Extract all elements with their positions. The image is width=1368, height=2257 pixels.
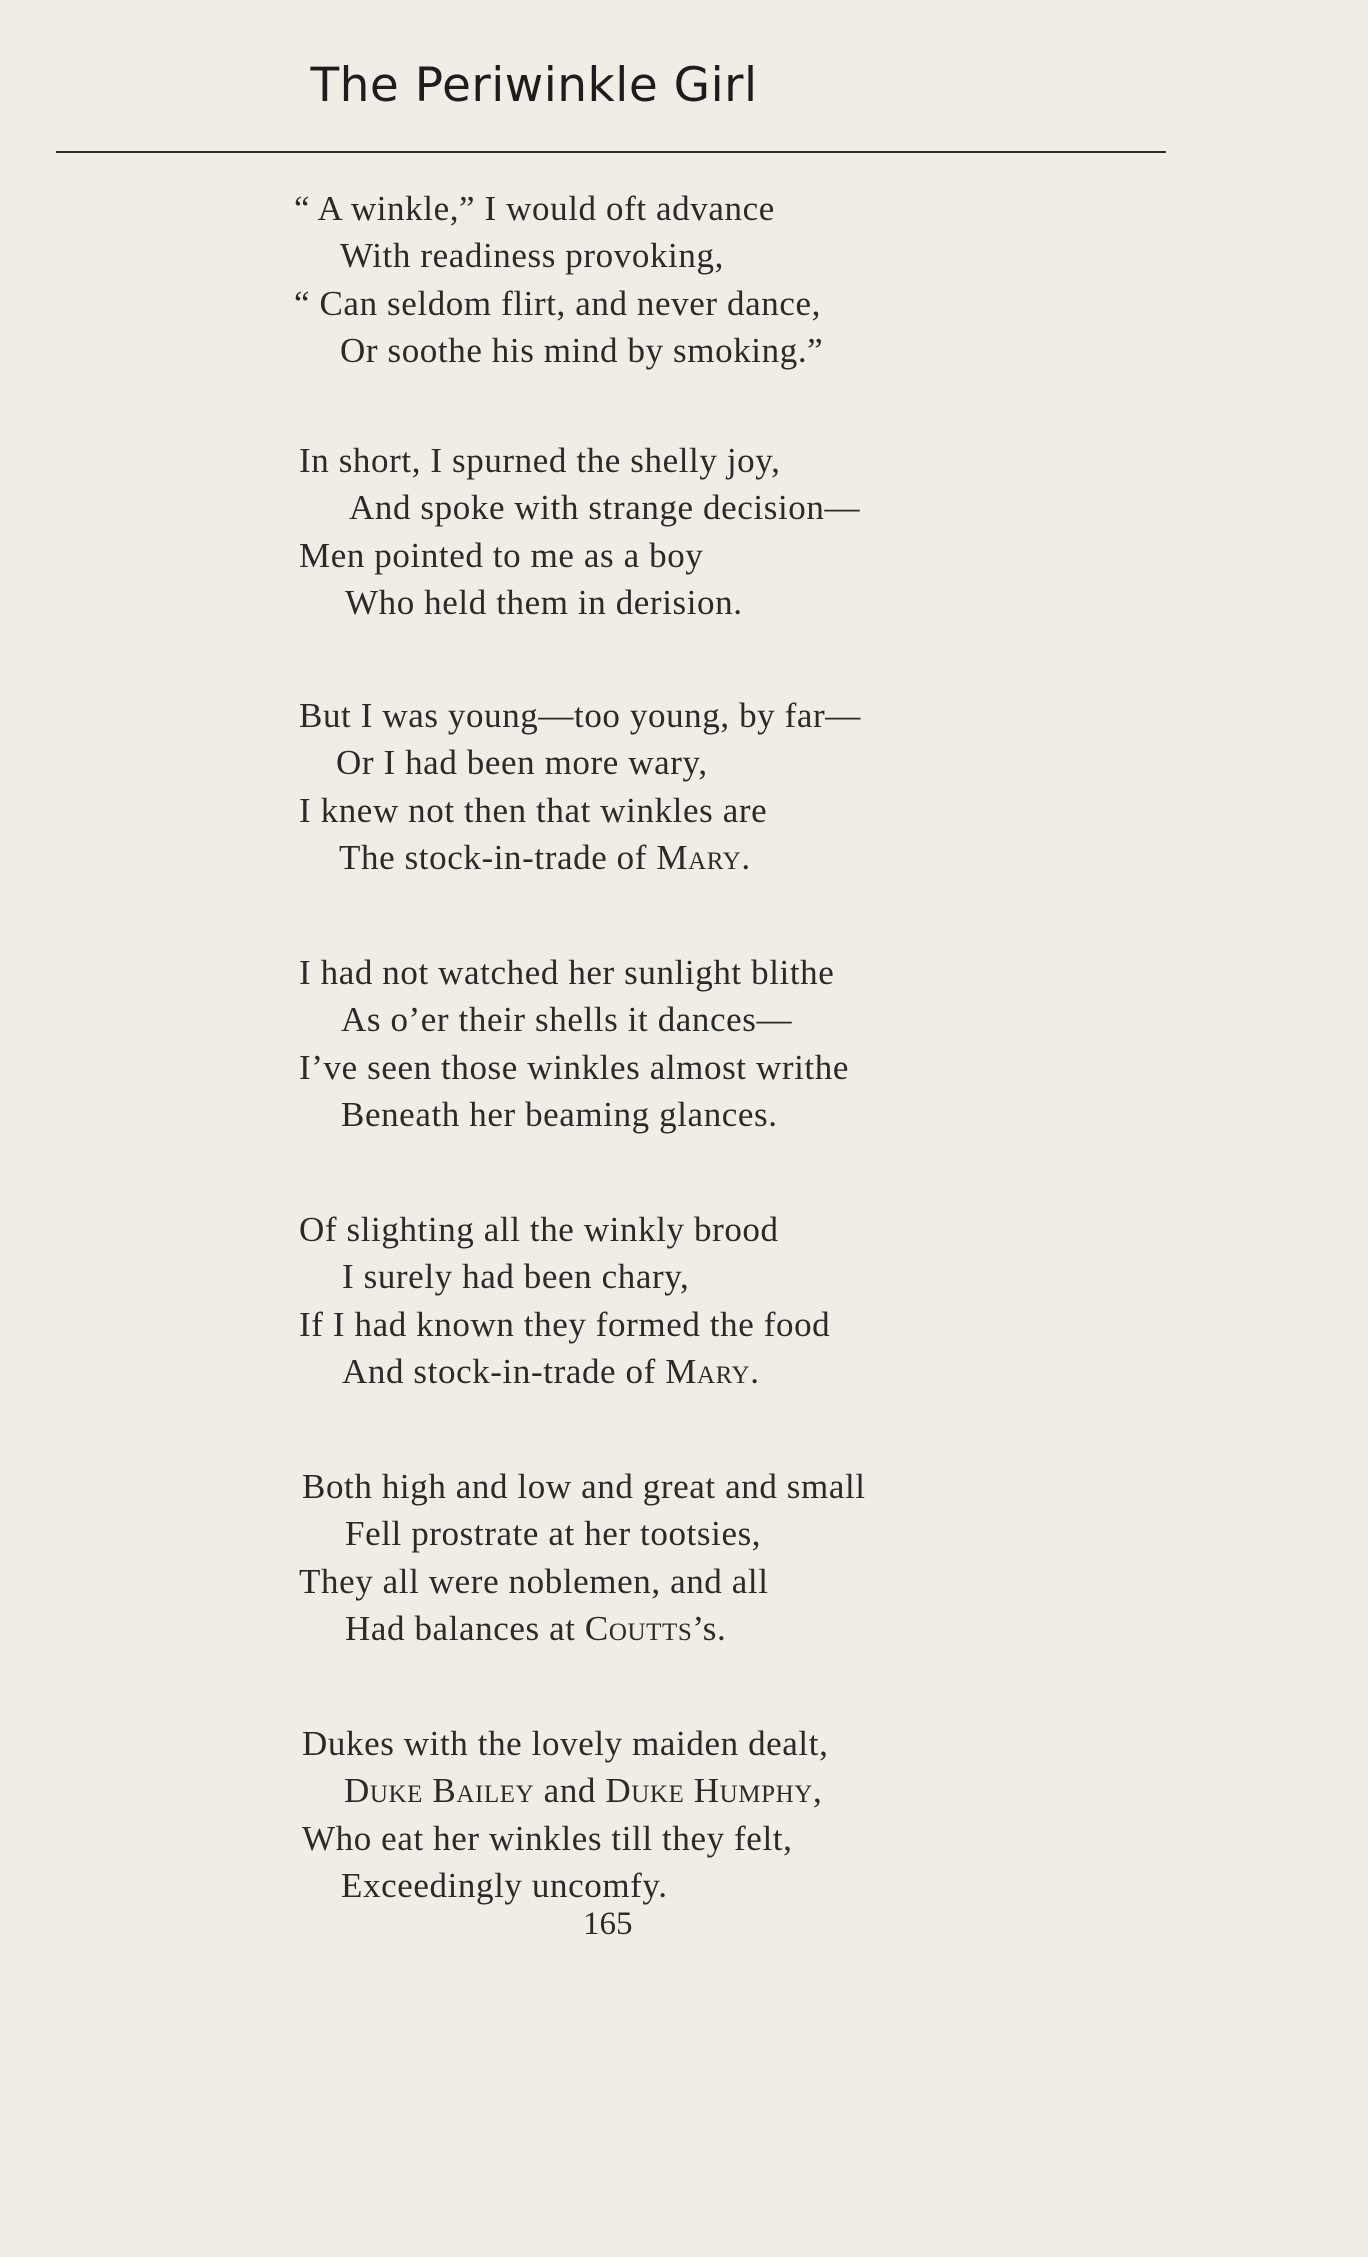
verse-line: Who eat her winkles till they felt, (302, 1819, 793, 1858)
page-number: 165 (583, 1906, 633, 1942)
verse-line: In short, I spurned the shelly joy, (299, 441, 781, 480)
verse-line (339, 840, 751, 875)
verse-line: “ Can seldom flirt, and never dance, (294, 284, 821, 323)
verse-line: Or I had been more wary, (336, 743, 708, 782)
verse-line: I had not watched her sunlight blithe (299, 953, 835, 992)
name-coutts: Coutts (584, 1609, 693, 1648)
header-rule (56, 151, 1166, 153)
verse-line: Or soothe his mind by smoking.” (340, 331, 824, 370)
verse-line: With readiness provoking, (340, 236, 724, 275)
verse-line: They all were noblemen, and all (299, 1562, 769, 1601)
verse-line (342, 1354, 760, 1389)
verse-text: ’s. (692, 1609, 727, 1648)
verse-line: Of slighting all the winkly brood (299, 1210, 779, 1249)
verse-text: , (812, 1771, 823, 1810)
verse-line: Dukes with the lovely maiden dealt, (302, 1724, 829, 1763)
verse-line: And spoke with strange decision— (349, 488, 861, 527)
verse-text: And stock-in-trade of (342, 1352, 666, 1391)
verse-line: As o’er their shells it dances— (341, 1000, 793, 1039)
running-head: The Periwinkle Girl (310, 58, 758, 113)
verse-line: I’ve seen those winkles almost writhe (299, 1048, 849, 1087)
verse-line: Beneath her beaming glances. (341, 1095, 778, 1134)
verse-text: . (750, 1352, 760, 1391)
verse-text: . (741, 838, 751, 877)
verse-line: Fell prostrate at her tootsies, (345, 1514, 762, 1553)
verse-text: Had balances at (345, 1609, 585, 1648)
name-duke-humphy: Duke Humphy (605, 1771, 813, 1810)
verse-line: Exceedingly uncomfy. (341, 1866, 668, 1905)
name-mary: Mary (656, 838, 742, 877)
verse-text: The stock-in-trade of (339, 838, 657, 877)
verse-line: Men pointed to me as a boy (299, 536, 704, 575)
name-duke-bailey: Duke Bailey (344, 1771, 535, 1810)
verse-line: But I was young—too young, by far— (299, 696, 861, 735)
verse-line: Who held them in derision. (345, 583, 743, 622)
verse-line (345, 1611, 726, 1646)
verse-text: and (534, 1771, 606, 1810)
verse-line: “ A winkle,” I would oft advance (294, 189, 775, 228)
verse-line: I surely had been chary, (342, 1257, 690, 1296)
name-mary: Mary (665, 1352, 751, 1391)
verse-line: Both high and low and great and small (302, 1467, 866, 1506)
verse-line: I knew not then that winkles are (299, 791, 768, 830)
verse-line (344, 1773, 822, 1808)
verse-line: If I had known they formed the food (299, 1305, 831, 1344)
